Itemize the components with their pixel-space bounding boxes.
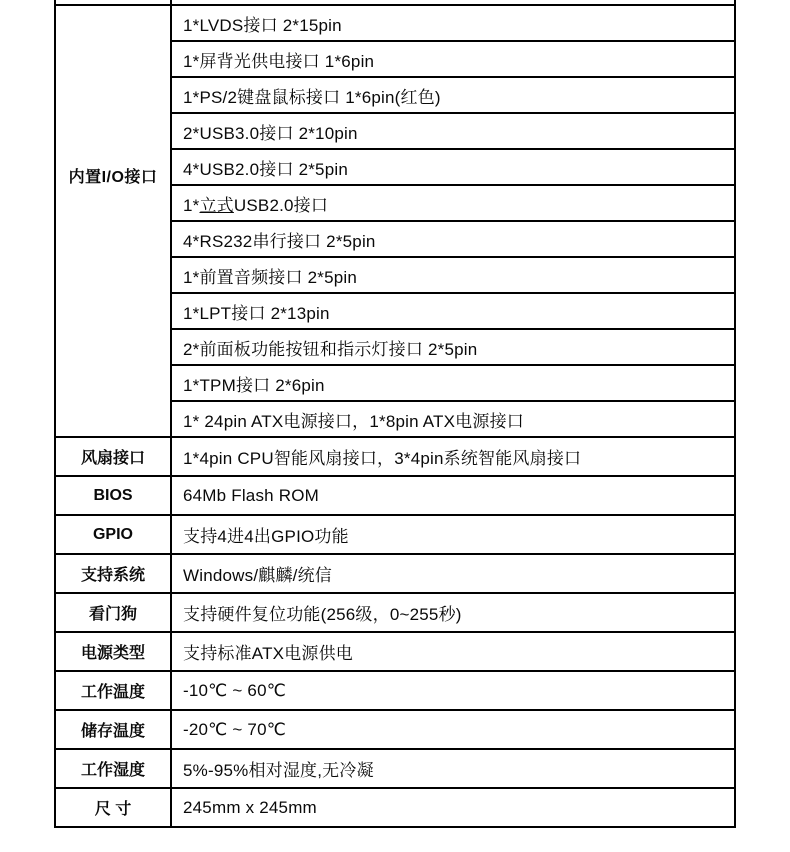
- row-value: [171, 515, 735, 554]
- row-value: [171, 437, 735, 476]
- table-row: [55, 5, 735, 41]
- row-value: [171, 149, 735, 185]
- row-label: [55, 632, 171, 671]
- row-label: [55, 749, 171, 788]
- cell-text: 1*LPT接口 2*13pin: [183, 303, 330, 323]
- row-value: [171, 401, 735, 437]
- table-row: [55, 593, 735, 632]
- label-text: 储存温度: [80, 723, 145, 740]
- row-value: [171, 671, 735, 710]
- label-text: BIOS: [93, 486, 133, 504]
- row-label: [55, 593, 171, 632]
- cell-text: 1*: [183, 195, 200, 215]
- row-value: [171, 293, 735, 329]
- label-text: 尺 寸: [94, 801, 132, 818]
- table-row: [55, 788, 735, 827]
- row-value: [171, 749, 735, 788]
- table-row: [55, 437, 735, 476]
- cell-text: 2*USB3.0接口 2*10pin: [183, 123, 358, 143]
- row-label: [55, 515, 171, 554]
- cell-text: 64Mb Flash ROM: [183, 485, 320, 505]
- table-row: [55, 476, 735, 515]
- cell-text: 4*RS232串行接口 2*5pin: [183, 231, 376, 251]
- row-value: [171, 221, 735, 257]
- cell-text: 5%-95%相对湿度,无冷凝: [183, 761, 374, 780]
- row-value: [171, 329, 735, 365]
- cell-text: 支持标准ATX电源供电: [183, 644, 353, 663]
- row-value: [171, 185, 735, 221]
- row-value: [171, 593, 735, 632]
- cell-text: 支持硬件复位功能(256级，0~255秒): [183, 605, 462, 624]
- row-value: [171, 5, 735, 41]
- cell-text: 1*4pin CPU智能风扇接口，3*4pin系统智能风扇接口: [183, 449, 582, 468]
- row-label: [55, 671, 171, 710]
- row-label: [55, 710, 171, 749]
- underlined-text: 立式: [199, 195, 234, 215]
- label-text: 工作温度: [80, 684, 145, 701]
- label-text: 工作湿度: [80, 762, 145, 779]
- table-row: [55, 632, 735, 671]
- label-text: 风扇接口: [80, 450, 145, 467]
- row-value: [171, 41, 735, 77]
- cell-text: 1* 24pin ATX电源接口，1*8pin ATX电源接口: [183, 411, 524, 431]
- table-row: [55, 515, 735, 554]
- cell-text: 1*LVDS接口 2*15pin: [183, 15, 342, 35]
- cell-text: 1*屏背光供电接口 1*6pin: [183, 51, 375, 71]
- row-value: [171, 113, 735, 149]
- cell-text: 支持4进4出GPIO功能: [183, 527, 349, 546]
- io-section-label-cell: [55, 5, 171, 437]
- label-text: 看门狗: [88, 606, 137, 623]
- cell-text: USB2.0接口: [233, 195, 329, 215]
- cell-text: 2*前面板功能按钮和指示灯接口 2*5pin: [183, 339, 478, 359]
- row-value: [171, 365, 735, 401]
- cell-text: Windows/麒麟/统信: [183, 566, 333, 585]
- row-value: [171, 554, 735, 593]
- cell-text: 1*TPM接口 2*6pin: [183, 375, 325, 395]
- label-text: 电源类型: [80, 645, 145, 662]
- row-value: [171, 77, 735, 113]
- cell-text: 4*USB2.0接口 2*5pin: [183, 159, 348, 179]
- spec-table: [54, 4, 736, 828]
- row-value: [171, 710, 735, 749]
- cell-text: -20℃ ~ 70℃: [183, 719, 287, 739]
- row-value: [171, 257, 735, 293]
- cell-text: -10℃ ~ 60℃: [183, 680, 287, 700]
- row-label: [55, 437, 171, 476]
- row-label: [55, 788, 171, 827]
- cell-text: 1*前置音频接口 2*5pin: [183, 267, 358, 287]
- cell-text: 245mm x 245mm: [183, 797, 317, 817]
- table-row: [55, 554, 735, 593]
- row-value: [171, 632, 735, 671]
- table-row: [55, 749, 735, 788]
- row-value: [171, 476, 735, 515]
- row-value: [171, 788, 735, 827]
- table-row: [55, 710, 735, 749]
- row-label: [55, 476, 171, 515]
- io-section-label: 内置I/O接口: [68, 168, 158, 186]
- table-row: [55, 671, 735, 710]
- label-text: GPIO: [92, 525, 133, 543]
- label-text: 支持系统: [80, 567, 145, 584]
- cell-text: 1*PS/2键盘鼠标接口 1*6pin(红色): [183, 87, 441, 107]
- row-label: [55, 554, 171, 593]
